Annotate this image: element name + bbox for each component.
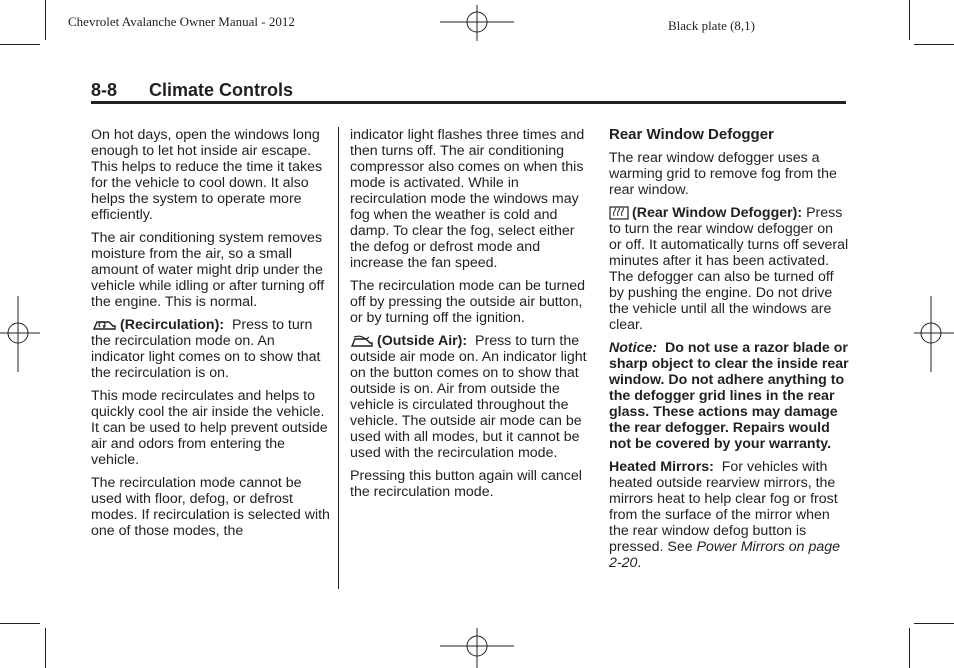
paragraph: The air conditioning system removes moisture from the air, so a small amount of water might drip under the vehicle while idling or after turning off the engine. This is normal. — [91, 230, 325, 310]
rear-defogger-heading: Rear Window Defogger — [609, 126, 774, 143]
recirculation-icon — [91, 318, 117, 332]
registration-mark-left — [0, 296, 40, 372]
plate-label: Black plate (8,1) — [668, 18, 755, 33]
outside-air-text: Press to turn the outside air mode on. An indicator light on the button comes on to show that outside is on. Air from outside the vehicle is circulated throughout the vehicle. The outside air mode can be used with all modes, but it cannot be used with the recirculation mode. — [350, 333, 587, 461]
section-title: Climate Controls — [149, 80, 294, 100]
registration-mark-top — [440, 5, 516, 41]
paragraph: On hot days, open the windows long enough to let hot inside air escape. This helps to reduce the time it takes for the vehicle to cool down. It also helps the system to operate more efficiently. — [91, 127, 323, 223]
paragraph: The rear window defogger uses a warming grid to remove fog from the rear window. — [609, 150, 837, 198]
outside-air-label: (Outside Air): — [377, 333, 468, 349]
crop-mark — [909, 628, 910, 668]
paragraph: This mode recirculates and helps to quickly cool the air inside the vehicle. It can be used to help prevent outside air and odors from entering the vehicle. — [91, 388, 328, 468]
rear-defog-text: Press to turn the rear window defogger on or off. It automatically turns off several minutes after it has been activated. The defogger can also be turned off by pushing the engine. Do not drive the vehicle until all the windows are clear. — [609, 205, 849, 333]
paragraph — [609, 205, 849, 333]
recirculation-label: (Recirculation): — [120, 317, 225, 333]
crop-mark — [914, 44, 954, 45]
paragraph: The recirculation mode cannot be used with floor, defog, or defrost modes. If recirculation is selected with one of those modes, the — [91, 475, 330, 539]
notice-paragraph — [609, 340, 849, 452]
rear-defog-label: (Rear Window Defogger): — [632, 205, 803, 221]
period: . — [637, 555, 642, 571]
notice-text: Do not use a razor blade or sharp object to clear the inside rear window. Do not adhere anything to the defogger grid lines in the rear glass. These actions may damage the rear defogger. Repairs would not be covered by your warranty. — [609, 340, 849, 452]
crop-mark — [914, 623, 954, 624]
paragraph: The recirculation mode can be turned off by pressing the outside air button, or by turning off the ignition. — [350, 278, 586, 326]
column-3 — [609, 126, 849, 578]
paragraph: indicator light flashes three times and then turns off. The air conditioning compressor also comes on when this mode is activated. While in recirculation mode the windows may fog when the weather is cold and damp. To clear the fog, select either the defog or defrost mode and increase the fan speed. — [350, 127, 585, 271]
page-number: 8-8 — [91, 80, 118, 100]
crop-mark — [45, 628, 46, 668]
heated-mirrors-label: Heated Mirrors: — [609, 459, 714, 475]
recirculation-text: Press to turn the recirculation mode on. An indicator light comes on to show that the recirculation is on. — [91, 317, 321, 381]
paragraph — [91, 317, 331, 381]
paragraph — [609, 459, 849, 571]
column-1 — [91, 127, 331, 546]
header-rule — [91, 101, 846, 104]
crop-mark — [0, 44, 40, 45]
column-2 — [350, 127, 590, 507]
crop-mark — [909, 0, 910, 40]
crop-mark — [0, 623, 40, 624]
paragraph: Pressing this button again will cancel the recirculation mode. — [350, 468, 582, 500]
column-divider — [338, 127, 339, 589]
cross-reference-link[interactable]: Power Mirrors on page 2-20 — [609, 539, 841, 571]
rear-defog-icon — [609, 206, 629, 220]
crop-mark — [45, 0, 46, 40]
heated-mirrors-text: For vehicles with heated outside rearview mirrors, the mirrors heat to help clear fog or frost from the surface of the mirror when the rear window defog button is pressed. See — [609, 459, 838, 555]
registration-mark-bottom — [440, 628, 516, 668]
notice-label: Notice: — [609, 340, 658, 356]
outside-air-icon — [350, 334, 374, 348]
registration-mark-right — [914, 296, 954, 372]
manual-title: Chevrolet Avalanche Owner Manual - 2012 — [68, 14, 295, 29]
paragraph — [350, 333, 590, 461]
